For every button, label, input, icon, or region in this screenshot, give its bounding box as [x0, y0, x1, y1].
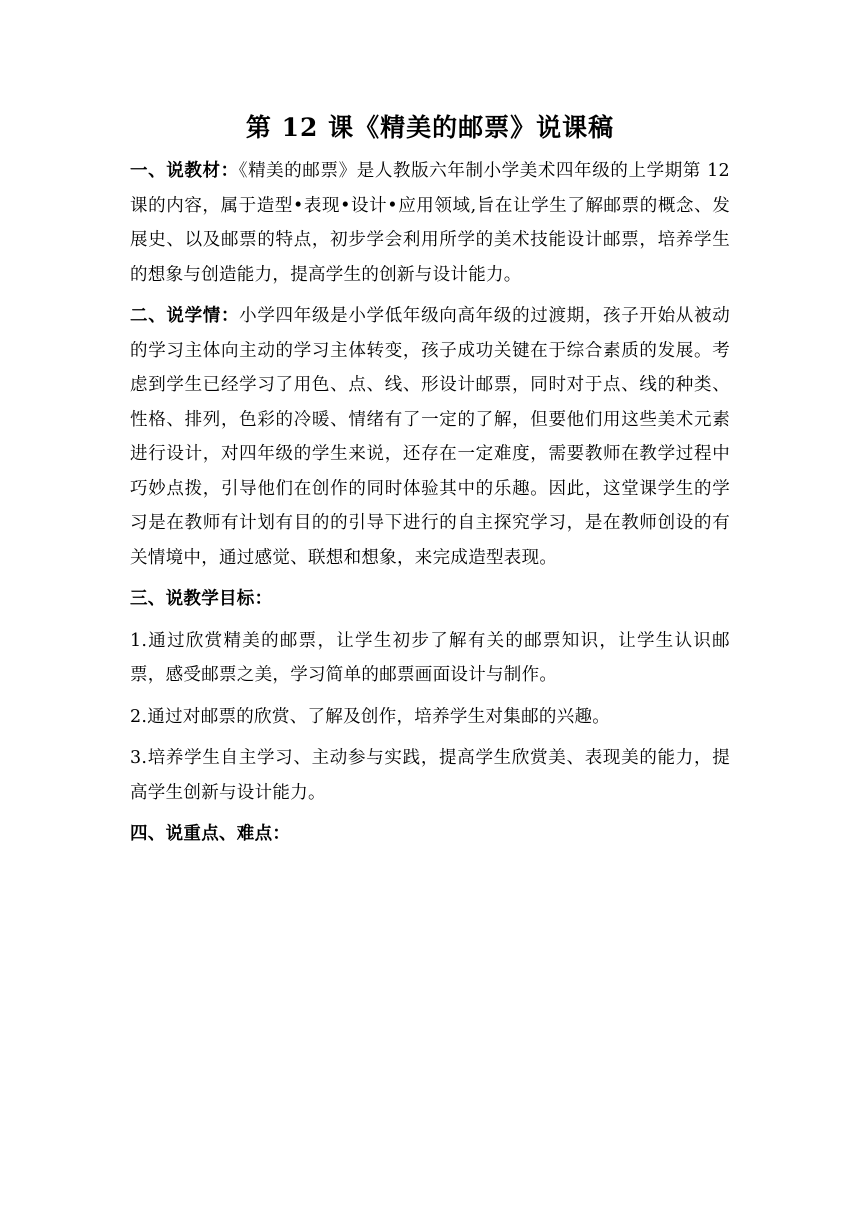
section-heading-objectives: 三、说教学目标：	[130, 589, 273, 609]
document-body	[130, 108, 730, 859]
document-title: 第 12 课《精美的邮票》说课稿	[245, 113, 615, 142]
section-textbook	[130, 154, 730, 292]
section-heading: 二、说学情：	[130, 306, 240, 326]
section-text: 《精美的邮票》是人教版六年制小学美术四年级的上学期第 12 课的内容，属于造型•表现•设计•应用领域,旨在让学生了解邮票的概念、发展史、以及邮票的特点，初步学会利用所学的美术技能设计邮票，培养学生的想象与创造能力，提高学生的创新与设计能力。	[130, 161, 730, 285]
objective-item-2: 2.通过对邮票的欣赏、了解及创作，培养学生对集邮的兴趣。	[130, 706, 611, 727]
section-heading: 一、说教材：	[130, 161, 239, 181]
section-learners	[130, 299, 730, 575]
section-text: 小学四年级是小学低年级向高年级的过渡期，孩子开始从被动的学习主体向主动的学习主体转变，孩子成功关键在于综合素质的发展。考虑到学生已经学习了用色、点、线、形设计邮票，同时对于点、线的种类、性格、排列，色彩的冷暖、情绪有了一定的了解，但要他们用这些美术元素进行设计，对四年级的学生来说，还存在一定难度，需要教师在教学过程中巧妙点拨，引导他们在创作的同时体验其中的乐趣。因此，这堂课学生的学习是在教师有计划有目的的引导下进行的自主探究学习，是在教师创设的有关情境中，通过感觉、联想和想象，来完成造型表现。	[130, 306, 730, 568]
section-heading-key-points: 四、说重点、难点：	[130, 824, 291, 844]
objective-item-1: 1.通过欣赏精美的邮票，让学生初步了解有关的邮票知识，让学生认识邮票，感受邮票之美，学习简单的邮票画面设计与制作。	[130, 630, 730, 685]
objective-item-3: 3.培养学生自主学习、主动参与实践，提高学生欣赏美、表现美的能力，提高学生创新与设计能力。	[130, 748, 730, 803]
